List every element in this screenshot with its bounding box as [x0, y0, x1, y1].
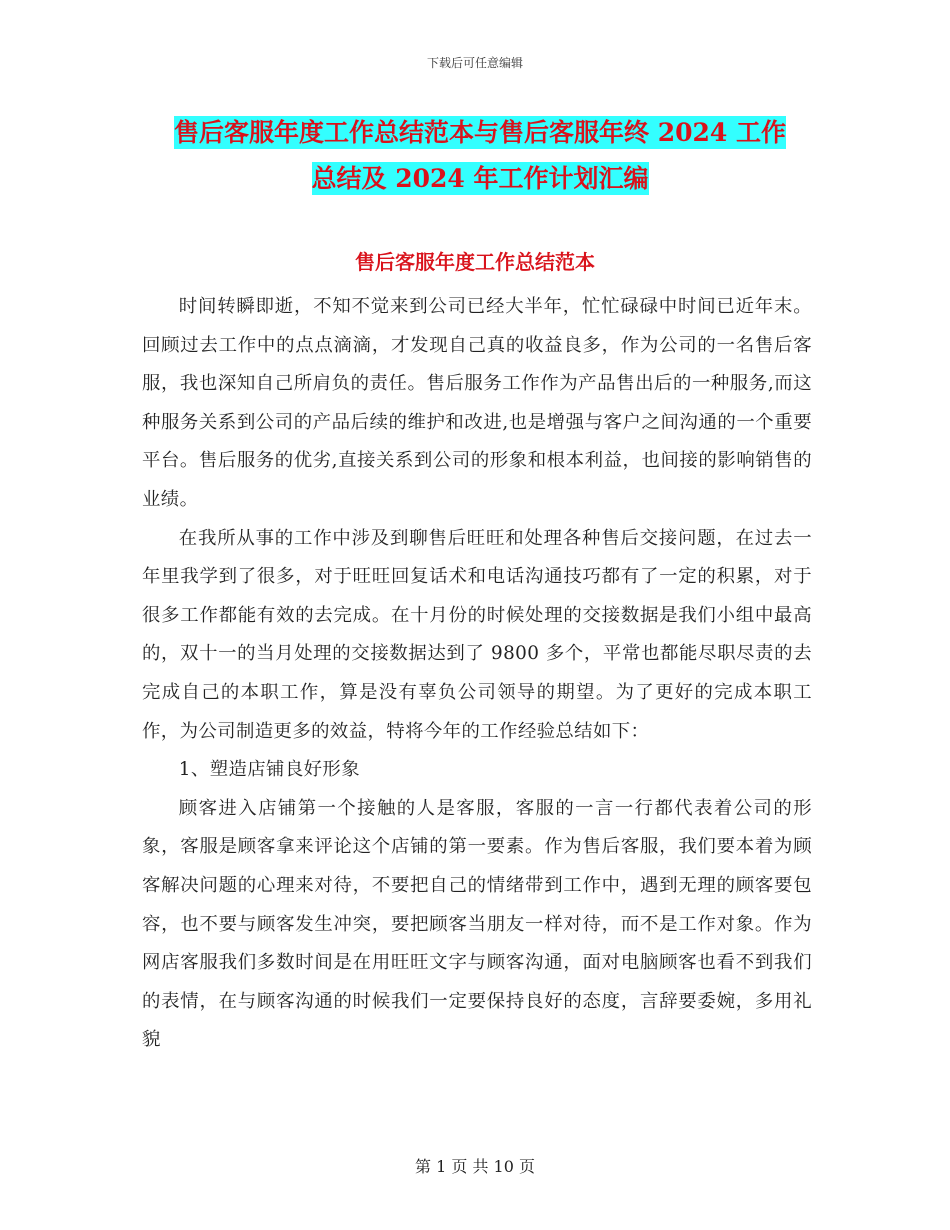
- paragraph-1: 时间转瞬即逝，不知不觉来到公司已经大半年，忙忙碌碌中时间已近年末。回顾过去工作中的点点滴滴，才发现自己真的收益良多，作为公司的一名售后客服，我也深知自己所肩负的责任。售后服务工作作为产品售出后的一种服务,而这种服务关系到公司的产品后续的维护和改进,也是增强与客户之间沟通的一个重要平台。售后服务的优劣,直接关系到公司的形象和根本利益，也间接的影响销售的业绩。: [142, 296, 812, 510]
- paragraph-2: 在我所从事的工作中涉及到聊售后旺旺和处理各种售后交接问题，在过去一年里我学到了很多，对于旺旺回复话术和电话沟通技巧都有了一定的积累，对于很多工作都能有效的去完成。在十月份的时候处理的交接数据是我们小组中最高的，双十一的当月处理的交接数据达到了 9800 多个，平常也都能尽职尽责的去完成自己的本职工作，算是没有辜负公司领导的期望。为了更好的完成本职工作，为公司制造更多的效益，特将今年的工作经验总结如下：: [142, 527, 812, 742]
- document-title-line-2: 总结及 2024 年工作计划汇编: [311, 164, 649, 193]
- document-title-line-1: 售后客服年度工作总结范本与售后客服年终 2024 工作: [174, 118, 786, 147]
- header-note: 下载后可任意编辑: [426, 56, 523, 70]
- paragraph-3-heading: 1、塑造店铺良好形象: [178, 759, 361, 781]
- paragraph-4: 顾客进入店铺第一个接触的人是客服，客服的一言一行都代表着公司的形象，客服是顾客拿来评论这个店铺的第一要素。作为售后客服，我们要本着为顾客解决问题的心理来对待，不要把自己的情绪带到工作中，遇到无理的顾客要包容，也不要与顾客发生冲突，要把顾客当朋友一样对待，而不是工作对象。作为网店客服我们多数时间是在用旺旺文字与顾客沟通，面对电脑顾客也看不到我们的表情，在与顾客沟通的时候我们一定要保持良好的态度，言辞要委婉，多用礼貌: [142, 797, 812, 1051]
- body-text: [142, 288, 812, 1060]
- document-title: [140, 110, 820, 202]
- page-footer: 第 1 页 共 10 页: [415, 1157, 535, 1176]
- section-heading: 售后客服年度工作总结范本: [355, 250, 595, 274]
